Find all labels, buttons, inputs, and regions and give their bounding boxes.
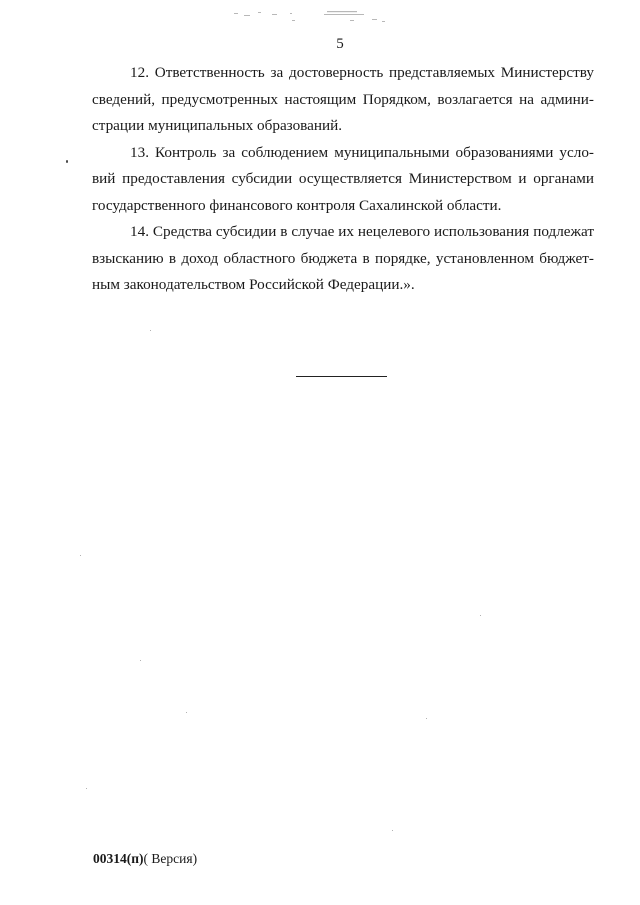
paragraph-12 (92, 60, 594, 140)
scan-speck (392, 830, 393, 831)
paragraph-line: 13. Контроль за соблюдением муниципальными образованиями усло- (130, 143, 594, 161)
scan-header-artifact (232, 10, 392, 24)
end-divider (296, 376, 387, 377)
document-version-code (93, 851, 197, 867)
paragraph-line: взысканию в доход областного бюджета в порядке, установленном бюджет- (92, 249, 594, 267)
document-body (92, 60, 594, 299)
paragraph-line: страции муниципальных образований. (92, 117, 343, 134)
paragraph-line: вий предоставления субсидии осуществляется Министерством и органами (92, 170, 594, 187)
scan-speck (80, 555, 81, 556)
page-number: 5 (336, 36, 344, 52)
paragraph-line: 14. Средства субсидии в случае их нецелевого использования подлежат (130, 223, 594, 240)
scan-speck (426, 718, 427, 719)
scan-speck (186, 712, 187, 713)
scan-speck (480, 615, 481, 616)
paragraph-line: 12. Ответственность за достоверность представляемых Министерству (130, 64, 594, 81)
scan-speck (86, 788, 87, 789)
paragraph-line: государственного финансового контроля Сахалинской области. (92, 196, 502, 214)
scan-speck (66, 160, 68, 163)
paragraph-14 (92, 219, 594, 299)
document-version-label: ( Версия) (143, 851, 198, 866)
paragraph-13 (92, 140, 594, 220)
paragraph-line: сведений, предусмотренных настоящим Порядком, возлагается на админи- (92, 90, 594, 108)
scan-speck (150, 330, 151, 331)
scan-speck (140, 660, 141, 661)
paragraph-line: ным законодательством Российской Федерации.». (92, 276, 415, 293)
document-code: 00314(п) (93, 851, 144, 866)
